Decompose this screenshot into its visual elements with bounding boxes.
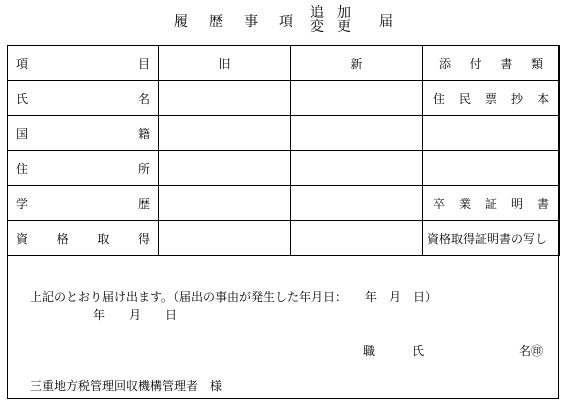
declaration-section	[7, 271, 559, 399]
table-row: 氏 名 住 民 票 抄 本	[8, 81, 560, 116]
old-value-cell[interactable]	[159, 116, 291, 151]
attachment-cell: 住 民 票 抄 本	[423, 81, 560, 116]
header-item: 項 目	[8, 46, 159, 81]
title-end: 届	[379, 14, 393, 30]
table-row: 学 歴 卒 業 証 明 書	[8, 186, 560, 221]
title-variant-add: 追加	[310, 5, 364, 21]
title-variants	[310, 6, 364, 34]
title-variant-change: 変更	[310, 19, 364, 35]
table-header-row	[8, 46, 560, 81]
table-row: 資 格 取 得 資格取得証明書の写し	[8, 221, 560, 256]
attachment-cell: 卒 業 証 明 書	[423, 186, 560, 221]
declaration-text: 上記のとおり届け出ます。（届出の事由が発生した年月日： 年 月 日）	[30, 290, 438, 304]
title-main: 履歴事項	[174, 14, 314, 30]
history-table	[7, 45, 560, 256]
new-value-cell[interactable]	[291, 221, 423, 256]
post-suffix-label: 氏	[412, 344, 425, 358]
old-value-cell[interactable]	[159, 151, 291, 186]
header-old: 旧	[159, 46, 291, 81]
form-title	[0, 6, 569, 40]
table-row: 国 籍	[8, 116, 560, 151]
addressee: 三重地方税管理回収機構管理者 様	[30, 379, 223, 393]
attachment-cell	[423, 116, 560, 151]
new-value-cell[interactable]	[291, 186, 423, 221]
old-value-cell[interactable]	[159, 221, 291, 256]
post-label: 職	[363, 344, 376, 358]
submission-date: 年 月 日	[93, 308, 178, 322]
attachment-cell	[423, 151, 560, 186]
new-value-cell[interactable]	[291, 116, 423, 151]
header-new: 新	[291, 46, 423, 81]
table-row: 住 所	[8, 151, 560, 186]
name-seal-label: 名㊞	[519, 344, 544, 358]
new-value-cell[interactable]	[291, 81, 423, 116]
header-attachments: 添 付 書 類	[423, 46, 560, 81]
old-value-cell[interactable]	[159, 186, 291, 221]
attachment-cell: 資格取得証明書の写し	[423, 221, 560, 256]
old-value-cell[interactable]	[159, 81, 291, 116]
new-value-cell[interactable]	[291, 151, 423, 186]
